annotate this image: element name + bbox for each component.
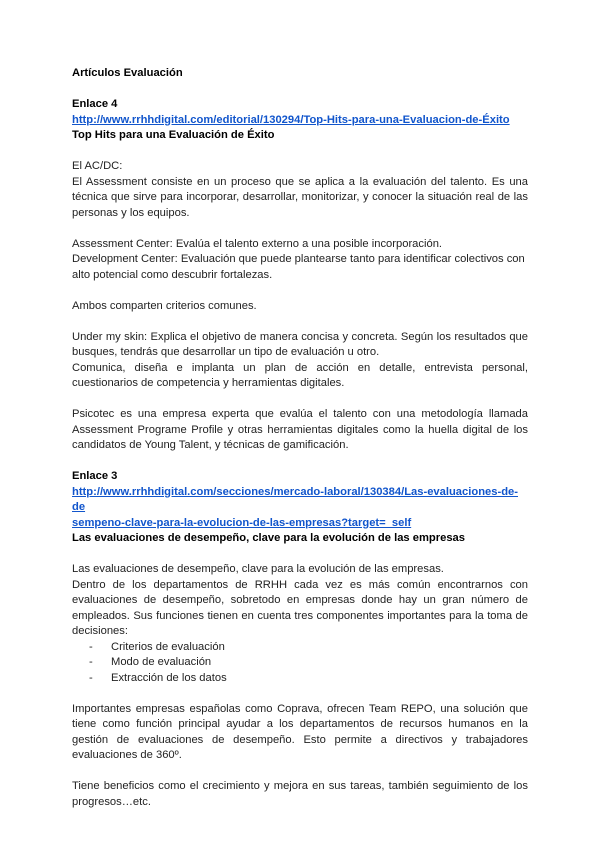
link1-label: Enlace 4 bbox=[72, 98, 118, 110]
spacer bbox=[72, 283, 528, 299]
paragraph: Assessment Center: Evalúa el talento externo a una posible incorporación. bbox=[72, 237, 443, 250]
paragraph: El Assessment consiste en un proceso que se aplica a la evaluación del talento. Es una técnica que sirve para incorporar, desarrollar, monitorizar, y conocer la situación real de las personas y los equipos. bbox=[72, 175, 528, 219]
paragraph: Importantes empresas españolas como Coprava, ofrecen Team REPO, una solución que tiene como función principal ayudar a los departamentos de recursos humanos en la gestión de evaluaciones de desempeño. Esto permite a directivos y trabajadores evaluaciones de 360º. bbox=[72, 702, 528, 761]
paragraph: Psicotec es una empresa experta que evalúa el talento con una metodología llamada Assessment Programe Profile y otras herramientas digitales como la huella digital de los candidatos de Young Talent, y técnicas de gamificación. bbox=[72, 408, 528, 451]
spacer bbox=[72, 764, 528, 780]
link2-label: Enlace 3 bbox=[72, 470, 118, 482]
spacer bbox=[72, 221, 528, 237]
link2-url-line2[interactable]: sempeno-clave-para-la-evolucion-de-las-empresas?target=_self bbox=[72, 516, 412, 529]
paragraph: Tiene beneficios como el crecimiento y mejora en sus tareas, también seguimiento de los progresos…etc. bbox=[72, 780, 528, 808]
paragraph: Dentro de los departamentos de RRHH cada vez es más común encontrarnos con evaluaciones de desempeño, sobretodo en empresas donde hay un gran número de empleados. Sus funciones tienen en cuenta tres componentes importantes para la toma de decisiones: bbox=[72, 578, 528, 637]
spacer bbox=[72, 686, 528, 702]
link2-url-line1[interactable]: http://www.rrhhdigital.com/secciones/mercado-laboral/130384/Las-evaluaciones-de-de bbox=[72, 485, 518, 513]
paragraph: Under my skin: Explica el objetivo de manera concisa y concreta. Según los resultados que busques, tendrás que desarrollar un tipo de evaluación u otro. bbox=[72, 330, 528, 358]
document-page bbox=[72, 66, 528, 810]
list-item: - Criterios de evaluación bbox=[89, 640, 528, 656]
paragraph: El AC/DC: bbox=[72, 160, 123, 172]
spacer bbox=[72, 392, 528, 408]
list-item: - Modo de evaluación bbox=[89, 655, 528, 671]
link2-title: Las evaluaciones de desempeño, clave para la evolución de las empresas bbox=[72, 532, 465, 544]
paragraph: Las evaluaciones de desempeño, clave para la evolución de las empresas. bbox=[72, 563, 444, 575]
paragraph: Comunica, diseña e implanta un plan de acción en detalle, entrevista personal, cuestionarios de competencia y herramientas digitales. bbox=[72, 361, 528, 389]
spacer bbox=[72, 314, 528, 330]
spacer bbox=[72, 547, 528, 563]
paragraph: Development Center: Evaluación que puede plantearse tanto para identificar colectivos con alto potencial como descubrir fortalezas. bbox=[72, 253, 525, 281]
components-list bbox=[72, 640, 528, 687]
paragraph: Ambos comparten criterios comunes. bbox=[72, 299, 257, 312]
spacer bbox=[72, 82, 528, 98]
document-heading: Artículos Evaluación bbox=[72, 67, 183, 79]
link1-title: Top Hits para una Evaluación de Éxito bbox=[72, 129, 275, 141]
spacer bbox=[72, 454, 528, 470]
link1-url[interactable]: http://www.rrhhdigital.com/editorial/130294/Top-Hits-para-una-Evaluacion-de-Éxito bbox=[72, 113, 510, 126]
spacer bbox=[72, 144, 528, 160]
list-item: - Extracción de los datos bbox=[89, 671, 528, 687]
